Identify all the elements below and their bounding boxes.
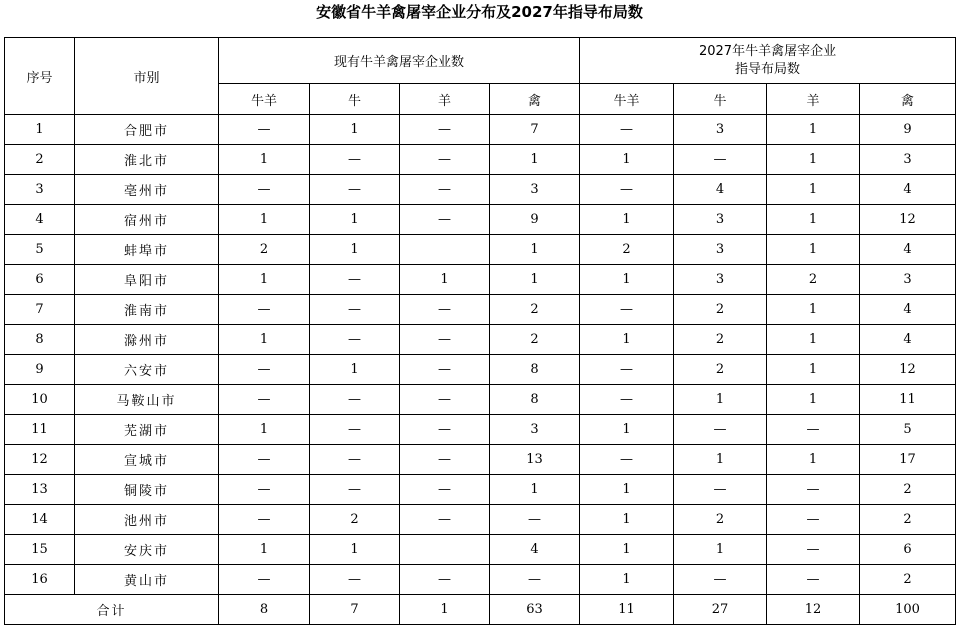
total-value: 7 — [310, 595, 400, 625]
header-plan-line1: 2027年牛羊禽屠宰企业 — [698, 43, 837, 59]
cell-value: 1 — [219, 415, 310, 445]
cell-value: 1 — [580, 475, 674, 505]
cell-seq: 15 — [5, 535, 75, 565]
cell-value: 3 — [490, 415, 580, 445]
header-seq: 序号 — [5, 38, 75, 115]
cell-seq: 5 — [5, 235, 75, 265]
cell-value: 1 — [310, 535, 400, 565]
table-row — [5, 295, 956, 325]
cell-value: 2 — [580, 235, 674, 265]
table-row — [5, 475, 956, 505]
cell-city: 淮南市 — [75, 295, 219, 325]
cell-value: — — [490, 565, 580, 595]
cell-value: — — [580, 385, 674, 415]
cell-city: 宿州市 — [75, 205, 219, 235]
cell-value: — — [310, 475, 400, 505]
table-row — [5, 325, 956, 355]
cell-city: 宣城市 — [75, 445, 219, 475]
cell-value: 1 — [767, 325, 860, 355]
cell-city: 合肥市 — [75, 115, 219, 145]
cell-value: 3 — [674, 115, 767, 145]
cell-value: 1 — [310, 235, 400, 265]
cell-value: 3 — [860, 145, 956, 175]
cell-value: 2 — [490, 325, 580, 355]
cell-value: — — [400, 445, 490, 475]
table-row — [5, 235, 956, 265]
total-value: 27 — [674, 595, 767, 625]
cell-value: — — [219, 385, 310, 415]
cell-value: 2 — [674, 505, 767, 535]
cell-value: — — [219, 445, 310, 475]
cell-value: 9 — [490, 205, 580, 235]
cell-value: 1 — [219, 325, 310, 355]
cell-value: 2 — [860, 505, 956, 535]
cell-value: 2 — [219, 235, 310, 265]
cell-value: 4 — [674, 175, 767, 205]
cell-value: 4 — [490, 535, 580, 565]
cell-value: — — [400, 385, 490, 415]
cell-value: 1 — [400, 265, 490, 295]
cell-value: 2 — [674, 355, 767, 385]
cell-seq: 2 — [5, 145, 75, 175]
cell-seq: 1 — [5, 115, 75, 145]
cell-value: — — [219, 505, 310, 535]
cell-value: 1 — [490, 475, 580, 505]
cell-value: 1 — [310, 355, 400, 385]
header-existing-group: 现有牛羊禽屠宰企业数 — [219, 38, 580, 84]
cell-seq: 9 — [5, 355, 75, 385]
cell-value: 1 — [310, 115, 400, 145]
header-sub-cattle-plan: 牛 — [674, 84, 767, 115]
cell-seq: 10 — [5, 385, 75, 415]
cell-value: 1 — [767, 355, 860, 385]
cell-value: — — [310, 415, 400, 445]
cell-value: 2 — [674, 325, 767, 355]
cell-value: 1 — [767, 385, 860, 415]
cell-value — [400, 535, 490, 565]
cell-value: 1 — [767, 445, 860, 475]
cell-value: — — [674, 415, 767, 445]
cell-value: 8 — [490, 385, 580, 415]
cell-value: 1 — [490, 235, 580, 265]
cell-value: — — [674, 565, 767, 595]
header-plan-group — [580, 38, 956, 84]
cell-value: 6 — [860, 535, 956, 565]
cell-value: 3 — [490, 175, 580, 205]
cell-city: 马鞍山市 — [75, 385, 219, 415]
cell-value: — — [310, 265, 400, 295]
cell-value: — — [674, 475, 767, 505]
cell-value: 4 — [860, 235, 956, 265]
total-value: 100 — [860, 595, 956, 625]
header-sub-cattle-sheep-plan: 牛羊 — [580, 84, 674, 115]
cell-value: 2 — [860, 475, 956, 505]
cell-city: 黄山市 — [75, 565, 219, 595]
cell-value: 1 — [767, 235, 860, 265]
cell-value: 3 — [674, 265, 767, 295]
cell-value: 1 — [767, 145, 860, 175]
cell-value: 4 — [860, 325, 956, 355]
total-value: 1 — [400, 595, 490, 625]
cell-value: — — [767, 475, 860, 505]
table-row — [5, 115, 956, 145]
cell-city: 芜湖市 — [75, 415, 219, 445]
cell-value: — — [219, 565, 310, 595]
cell-seq: 3 — [5, 175, 75, 205]
cell-city: 滁州市 — [75, 325, 219, 355]
cell-city: 安庆市 — [75, 535, 219, 565]
table-row — [5, 565, 956, 595]
cell-seq: 12 — [5, 445, 75, 475]
cell-value: — — [580, 175, 674, 205]
header-sub-cattle-sheep-existing: 牛羊 — [219, 84, 310, 115]
cell-value: — — [580, 295, 674, 325]
cell-value: — — [580, 445, 674, 475]
cell-value: 4 — [860, 175, 956, 205]
cell-value: 3 — [860, 265, 956, 295]
cell-city: 阜阳市 — [75, 265, 219, 295]
cell-value: 12 — [860, 205, 956, 235]
cell-value: 7 — [490, 115, 580, 145]
cell-value: 8 — [490, 355, 580, 385]
cell-value: 17 — [860, 445, 956, 475]
cell-seq: 4 — [5, 205, 75, 235]
cell-value: — — [490, 505, 580, 535]
table-row — [5, 205, 956, 235]
cell-value: — — [400, 115, 490, 145]
cell-value: 1 — [580, 205, 674, 235]
cell-city: 池州市 — [75, 505, 219, 535]
cell-value: 1 — [490, 265, 580, 295]
table-row — [5, 385, 956, 415]
cell-value: 1 — [580, 325, 674, 355]
cell-value: 2 — [860, 565, 956, 595]
cell-city: 淮北市 — [75, 145, 219, 175]
cell-value: 1 — [580, 565, 674, 595]
cell-value: 5 — [860, 415, 956, 445]
cell-value: — — [400, 145, 490, 175]
cell-value: — — [310, 565, 400, 595]
header-plan-line2: 指导布局数 — [735, 61, 801, 77]
cell-value: 9 — [860, 115, 956, 145]
cell-value: 4 — [860, 295, 956, 325]
cell-value: 2 — [310, 505, 400, 535]
cell-value: 1 — [767, 175, 860, 205]
cell-value: 2 — [767, 265, 860, 295]
table-row — [5, 265, 956, 295]
total-value: 11 — [580, 595, 674, 625]
cell-value: — — [310, 325, 400, 355]
header-sub-sheep-plan: 羊 — [767, 84, 860, 115]
cell-value: 1 — [674, 445, 767, 475]
header-row-1 — [5, 38, 956, 84]
cell-value: 13 — [490, 445, 580, 475]
cell-value: — — [310, 445, 400, 475]
cell-value: — — [219, 475, 310, 505]
cell-value: — — [310, 175, 400, 205]
table-row — [5, 145, 956, 175]
cell-value: 1 — [674, 385, 767, 415]
cell-city: 蚌埠市 — [75, 235, 219, 265]
cell-value: — — [400, 205, 490, 235]
cell-value: 1 — [490, 145, 580, 175]
cell-value: — — [310, 145, 400, 175]
total-value: 12 — [767, 595, 860, 625]
cell-value: 12 — [860, 355, 956, 385]
cell-value: — — [400, 505, 490, 535]
cell-value: 1 — [219, 535, 310, 565]
cell-value: — — [219, 115, 310, 145]
data-table — [4, 37, 956, 625]
cell-city: 铜陵市 — [75, 475, 219, 505]
table-row — [5, 415, 956, 445]
cell-seq: 8 — [5, 325, 75, 355]
cell-seq: 16 — [5, 565, 75, 595]
total-label: 合计 — [5, 595, 219, 625]
cell-value: — — [580, 115, 674, 145]
table-row — [5, 505, 956, 535]
cell-value: 1 — [580, 265, 674, 295]
cell-value: — — [767, 415, 860, 445]
cell-value: 3 — [674, 235, 767, 265]
cell-value: 1 — [767, 115, 860, 145]
cell-value: 1 — [674, 535, 767, 565]
cell-value: 1 — [767, 205, 860, 235]
header-sub-poultry-plan: 禽 — [860, 84, 956, 115]
cell-value: 11 — [860, 385, 956, 415]
cell-value: 2 — [490, 295, 580, 325]
cell-value: — — [219, 355, 310, 385]
cell-value: — — [400, 175, 490, 205]
cell-seq: 11 — [5, 415, 75, 445]
cell-value: — — [400, 325, 490, 355]
cell-value: — — [580, 355, 674, 385]
cell-value: — — [767, 565, 860, 595]
table-title: 安徽省牛羊禽屠宰企业分布及2027年指导布局数 — [316, 3, 643, 21]
total-row — [5, 595, 956, 625]
cell-value: — — [400, 475, 490, 505]
cell-seq: 13 — [5, 475, 75, 505]
cell-value: 1 — [580, 145, 674, 175]
cell-value: 1 — [219, 145, 310, 175]
cell-value: 1 — [580, 415, 674, 445]
cell-value: — — [767, 535, 860, 565]
cell-value — [400, 235, 490, 265]
cell-value: 1 — [767, 295, 860, 325]
cell-value: — — [674, 145, 767, 175]
cell-value: — — [400, 415, 490, 445]
cell-value: — — [219, 295, 310, 325]
cell-city: 六安市 — [75, 355, 219, 385]
header-sub-cattle-existing: 牛 — [310, 84, 400, 115]
total-value: 63 — [490, 595, 580, 625]
cell-value: 2 — [674, 295, 767, 325]
cell-value: 1 — [580, 505, 674, 535]
header-city: 市别 — [75, 38, 219, 115]
cell-value: 1 — [310, 205, 400, 235]
table-row — [5, 355, 956, 385]
cell-value: — — [310, 295, 400, 325]
cell-value: 1 — [580, 535, 674, 565]
cell-value: — — [219, 175, 310, 205]
header-sub-sheep-existing: 羊 — [400, 84, 490, 115]
cell-value: 3 — [674, 205, 767, 235]
total-value: 8 — [219, 595, 310, 625]
header-sub-poultry-existing: 禽 — [490, 84, 580, 115]
table-row — [5, 445, 956, 475]
cell-value: — — [400, 565, 490, 595]
cell-value: — — [767, 505, 860, 535]
cell-value: 1 — [219, 265, 310, 295]
cell-value: — — [400, 295, 490, 325]
cell-seq: 7 — [5, 295, 75, 325]
cell-city: 亳州市 — [75, 175, 219, 205]
table-row — [5, 535, 956, 565]
cell-seq: 6 — [5, 265, 75, 295]
table-row — [5, 175, 956, 205]
cell-seq: 14 — [5, 505, 75, 535]
cell-value: 1 — [219, 205, 310, 235]
cell-value: — — [310, 385, 400, 415]
cell-value: — — [400, 355, 490, 385]
